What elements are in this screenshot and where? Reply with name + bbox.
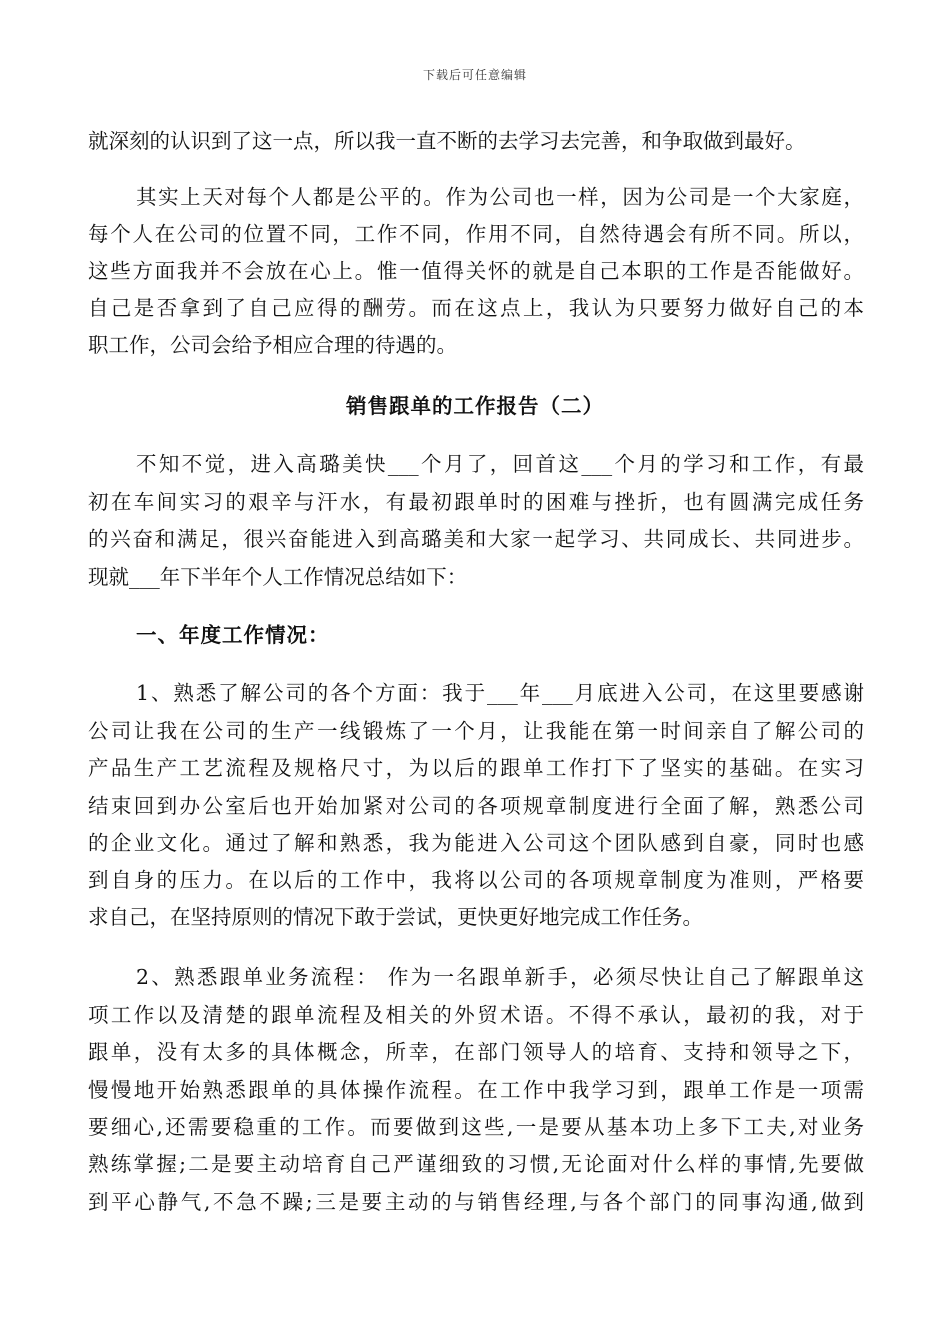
paragraph-line: 的兴奋和满足，很兴奋能进入到高璐美和大家一起学习、共同成长、共同进步。 xyxy=(88,527,864,551)
paragraph-line: 的企业文化。通过了解和熟悉，我为能进入公司这个团队感到自豪，同时也感 xyxy=(88,831,864,855)
paragraph-line: 熟练掌握;二是要主动培育自己严谨细致的习惯,无论面对什么样的事情,先要做 xyxy=(88,1152,864,1176)
paragraph-line: 自己是否拿到了自己应得的酬劳。而在这点上，我认为只要努力做好自己的本 xyxy=(88,296,864,320)
paragraph-line: 现就___年下半年个人工作情况总结如下： xyxy=(88,565,468,589)
page-header: 下载后可任意编辑 xyxy=(422,68,527,82)
paragraph-line: 到自身的压力。在以后的工作中，我将以公司的各项规章制度为准则，严格要 xyxy=(88,868,864,892)
paragraph-line: 结束回到办公室后也开始加紧对公司的各项规章制度进行全面了解，熟悉公司 xyxy=(88,794,864,818)
paragraph-line: 到平心静气,不急不躁;三是要主动的与销售经理,与各个部门的同事沟通,做到 xyxy=(88,1190,864,1214)
paragraph-line: 求自己，在坚持原则的情况下敢于尝试，更快更好地完成工作任务。 xyxy=(88,905,703,929)
paragraph-line: 每个人在公司的位置不同，工作不同，作用不同，自然待遇会有所不同。所以， xyxy=(88,222,864,246)
paragraph-line: 不知不觉，进入高璐美快___个月了，回首这___个月的学习和工作，有最 xyxy=(136,452,864,476)
section-title: 销售跟单的工作报告（二） xyxy=(346,394,604,418)
paragraph-line: 跟单，没有太多的具体概念，所幸，在部门领导人的培育、支持和领导之下， xyxy=(88,1040,864,1064)
paragraph-line: 公司让我在公司的生产一线锻炼了一个月，让我能在第一时间亲自了解公司的 xyxy=(88,719,864,743)
paragraph-line: 1、熟悉了解公司的各个方面：我于___年___月底进入公司，在这里要感谢 xyxy=(136,681,864,705)
paragraph-line: 这些方面我并不会放在心上。惟一值得关怀的就是自己本职的工作是否能做好。 xyxy=(88,259,864,283)
paragraph-line: 2、熟悉跟单业务流程： 作为一名跟单新手，必须尽快让自己了解跟单这 xyxy=(136,965,864,989)
paragraph-line: 慢慢地开始熟悉跟单的具体操作流程。在工作中我学习到，跟单工作是一项需 xyxy=(88,1078,864,1102)
paragraph-line: 初在车间实习的艰辛与汗水，有最初跟单时的困难与挫折，也有圆满完成任务 xyxy=(88,490,864,514)
paragraph-line: 项工作以及清楚的跟单流程及相关的外贸术语。不得不承认，最初的我，对于 xyxy=(88,1003,864,1027)
paragraph-line: 职工作，公司会给予相应合理的待遇的。 xyxy=(88,333,457,357)
section-heading: 一、年度工作情况： xyxy=(136,623,330,647)
paragraph-line: 要细心,还需要稳重的工作。而要做到这些,一是要从基本功上多下工夫,对业务 xyxy=(88,1115,864,1139)
paragraph-line: 产品生产工艺流程及规格尺寸，为以后的跟单工作打下了坚实的基础。在实习 xyxy=(88,756,864,780)
paragraph-line: 其实上天对每个人都是公平的。作为公司也一样，因为公司是一个大家庭， xyxy=(136,185,864,209)
paragraph-line: 就深刻的认识到了这一点，所以我一直不断的去学习去完善，和争取做到最好。 xyxy=(88,129,806,153)
